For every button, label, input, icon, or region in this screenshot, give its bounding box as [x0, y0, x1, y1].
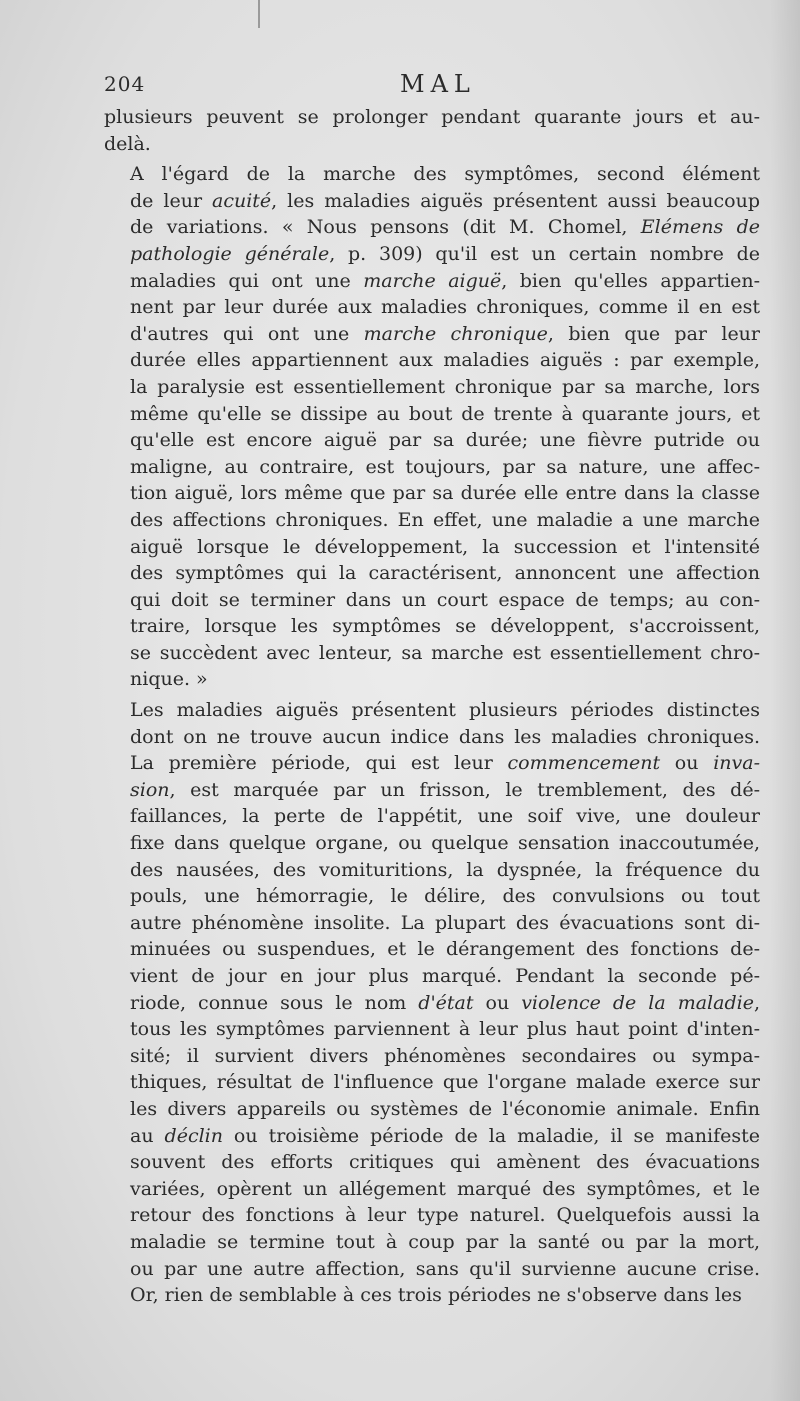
text-line: retour des fonctions à leur type naturel. Quelquefois aussi la — [130, 1204, 760, 1227]
text-line: de variations. « Nous pensons (dit M. Chomel, Elémens de — [130, 216, 760, 239]
text-line: qui doit se terminer dans un court espace de temps; au con- — [130, 588, 760, 611]
text-line: durée elles appartiennent aux maladies aiguës : par exemple, — [130, 349, 760, 372]
text-line: vient de jour en jour plus marqué. Pendant la seconde pé- — [130, 965, 760, 987]
text-line: traire, lorsque les symptômes se développent, s'accroissent, — [130, 615, 760, 638]
page-header — [104, 72, 764, 106]
text-line: même qu'elle se dissipe au bout de trente à quarante jours, et — [130, 402, 760, 425]
text-line: tous les symptômes parviennent à leur plus haut point d'inten- — [130, 1018, 760, 1041]
text-line: au déclin ou troisième période de la maladie, il se manifeste — [130, 1124, 761, 1147]
text-line: des nausées, des vomituritions, la dyspnée, la fréquence du — [130, 858, 760, 881]
text-line: riode, connue sous le nom d'état ou violence de la maladie, — [130, 991, 760, 1014]
text-line: dont on ne trouve aucun indice dans les maladies chroniques. — [130, 725, 760, 748]
text-line: minuées ou suspendues, et le dérangement des fonctions de- — [130, 938, 760, 961]
text-line: la paralysie est essentiellement chronique par sa marche, lors — [130, 375, 760, 398]
paragraph-marche-symptomes — [104, 161, 760, 693]
text-line: qu'elle est encore aiguë par sa durée; une fièvre putride ou — [130, 429, 760, 452]
text-line: plusieurs peuvent se prolonger pendant quarante jours et au- — [104, 106, 760, 128]
text-line: pathologie générale, p. 309) qu'il est un certain nombre de — [130, 242, 760, 265]
text-line: delà. — [104, 132, 151, 155]
text-line: thiques, résultat de l'influence que l'organe malade exerce sur — [130, 1071, 760, 1094]
text-line: sité; il survient divers phénomènes secondaires ou sympa- — [130, 1044, 760, 1067]
text-line: maligne, au contraire, est toujours, par sa nature, une affec- — [130, 455, 760, 478]
text-line: des affections chroniques. En effet, une maladie a une marche — [130, 508, 760, 531]
text-line: sion, est marquée par un frisson, le tremblement, des dé- — [130, 778, 760, 801]
text-line: pouls, une hémorragie, le délire, des convulsions ou tout — [130, 885, 760, 908]
text-line: tion aiguë, lors même que par sa durée elle entre dans la classe — [130, 482, 760, 505]
text-line: Or, rien de semblable à ces trois périodes ne s'observe dans les — [130, 1284, 742, 1307]
text-line: variées, opèrent un allégement marqué des symptômes, et le — [130, 1177, 760, 1200]
text-line: nique. » — [130, 668, 208, 691]
text-line: ou par une autre affection, sans qu'il survienne aucune crise. — [130, 1257, 760, 1280]
text-line: les divers appareils ou systèmes de l'économie animale. Enfin — [130, 1097, 760, 1120]
paragraph-periodes — [104, 697, 760, 1309]
text-line: faillances, la perte de l'appétit, une soif vive, une douleur — [130, 805, 760, 828]
body-text — [104, 104, 760, 1313]
text-line: se succèdent avec lenteur, sa marche est essentiellement chro- — [130, 641, 760, 664]
text-line: maladies qui ont une marche aiguë, bien qu'elles appartien- — [130, 269, 760, 292]
page-edge-shadow — [770, 0, 800, 1401]
text-line: nent par leur durée aux maladies chroniques, comme il en est — [130, 296, 760, 319]
text-line: Les maladies aiguës présentent plusieurs périodes distinctes — [130, 699, 760, 722]
text-line: autre phénomène insolite. La plupart des évacuations sont di- — [130, 911, 760, 934]
text-line: des symptômes qui la caractérisent, annoncent une affection — [130, 562, 760, 585]
text-line: aiguë lorsque le développement, la succession et l'intensité — [130, 535, 760, 558]
running-head: MAL — [400, 70, 476, 98]
gutter-mark — [258, 0, 260, 28]
text-line: A l'égard de la marche des symptômes, second élément — [130, 163, 760, 186]
text-line: fixe dans quelque organe, ou quelque sensation inaccoutumée, — [130, 832, 760, 855]
text-line: La première période, qui est leur commencement ou inva- — [130, 752, 760, 775]
text-line: d'autres qui ont une marche chronique, bien que par leur — [130, 322, 761, 345]
page-number: 204 — [104, 72, 146, 96]
text-line: souvent des efforts critiques qui amènent des évacuations — [130, 1151, 760, 1174]
text-line: maladie se termine tout à coup par la santé ou par la mort, — [130, 1230, 760, 1253]
paragraph-continuation — [104, 104, 760, 157]
text-line: de leur acuité, les maladies aiguës présentent aussi beaucoup — [130, 189, 760, 212]
